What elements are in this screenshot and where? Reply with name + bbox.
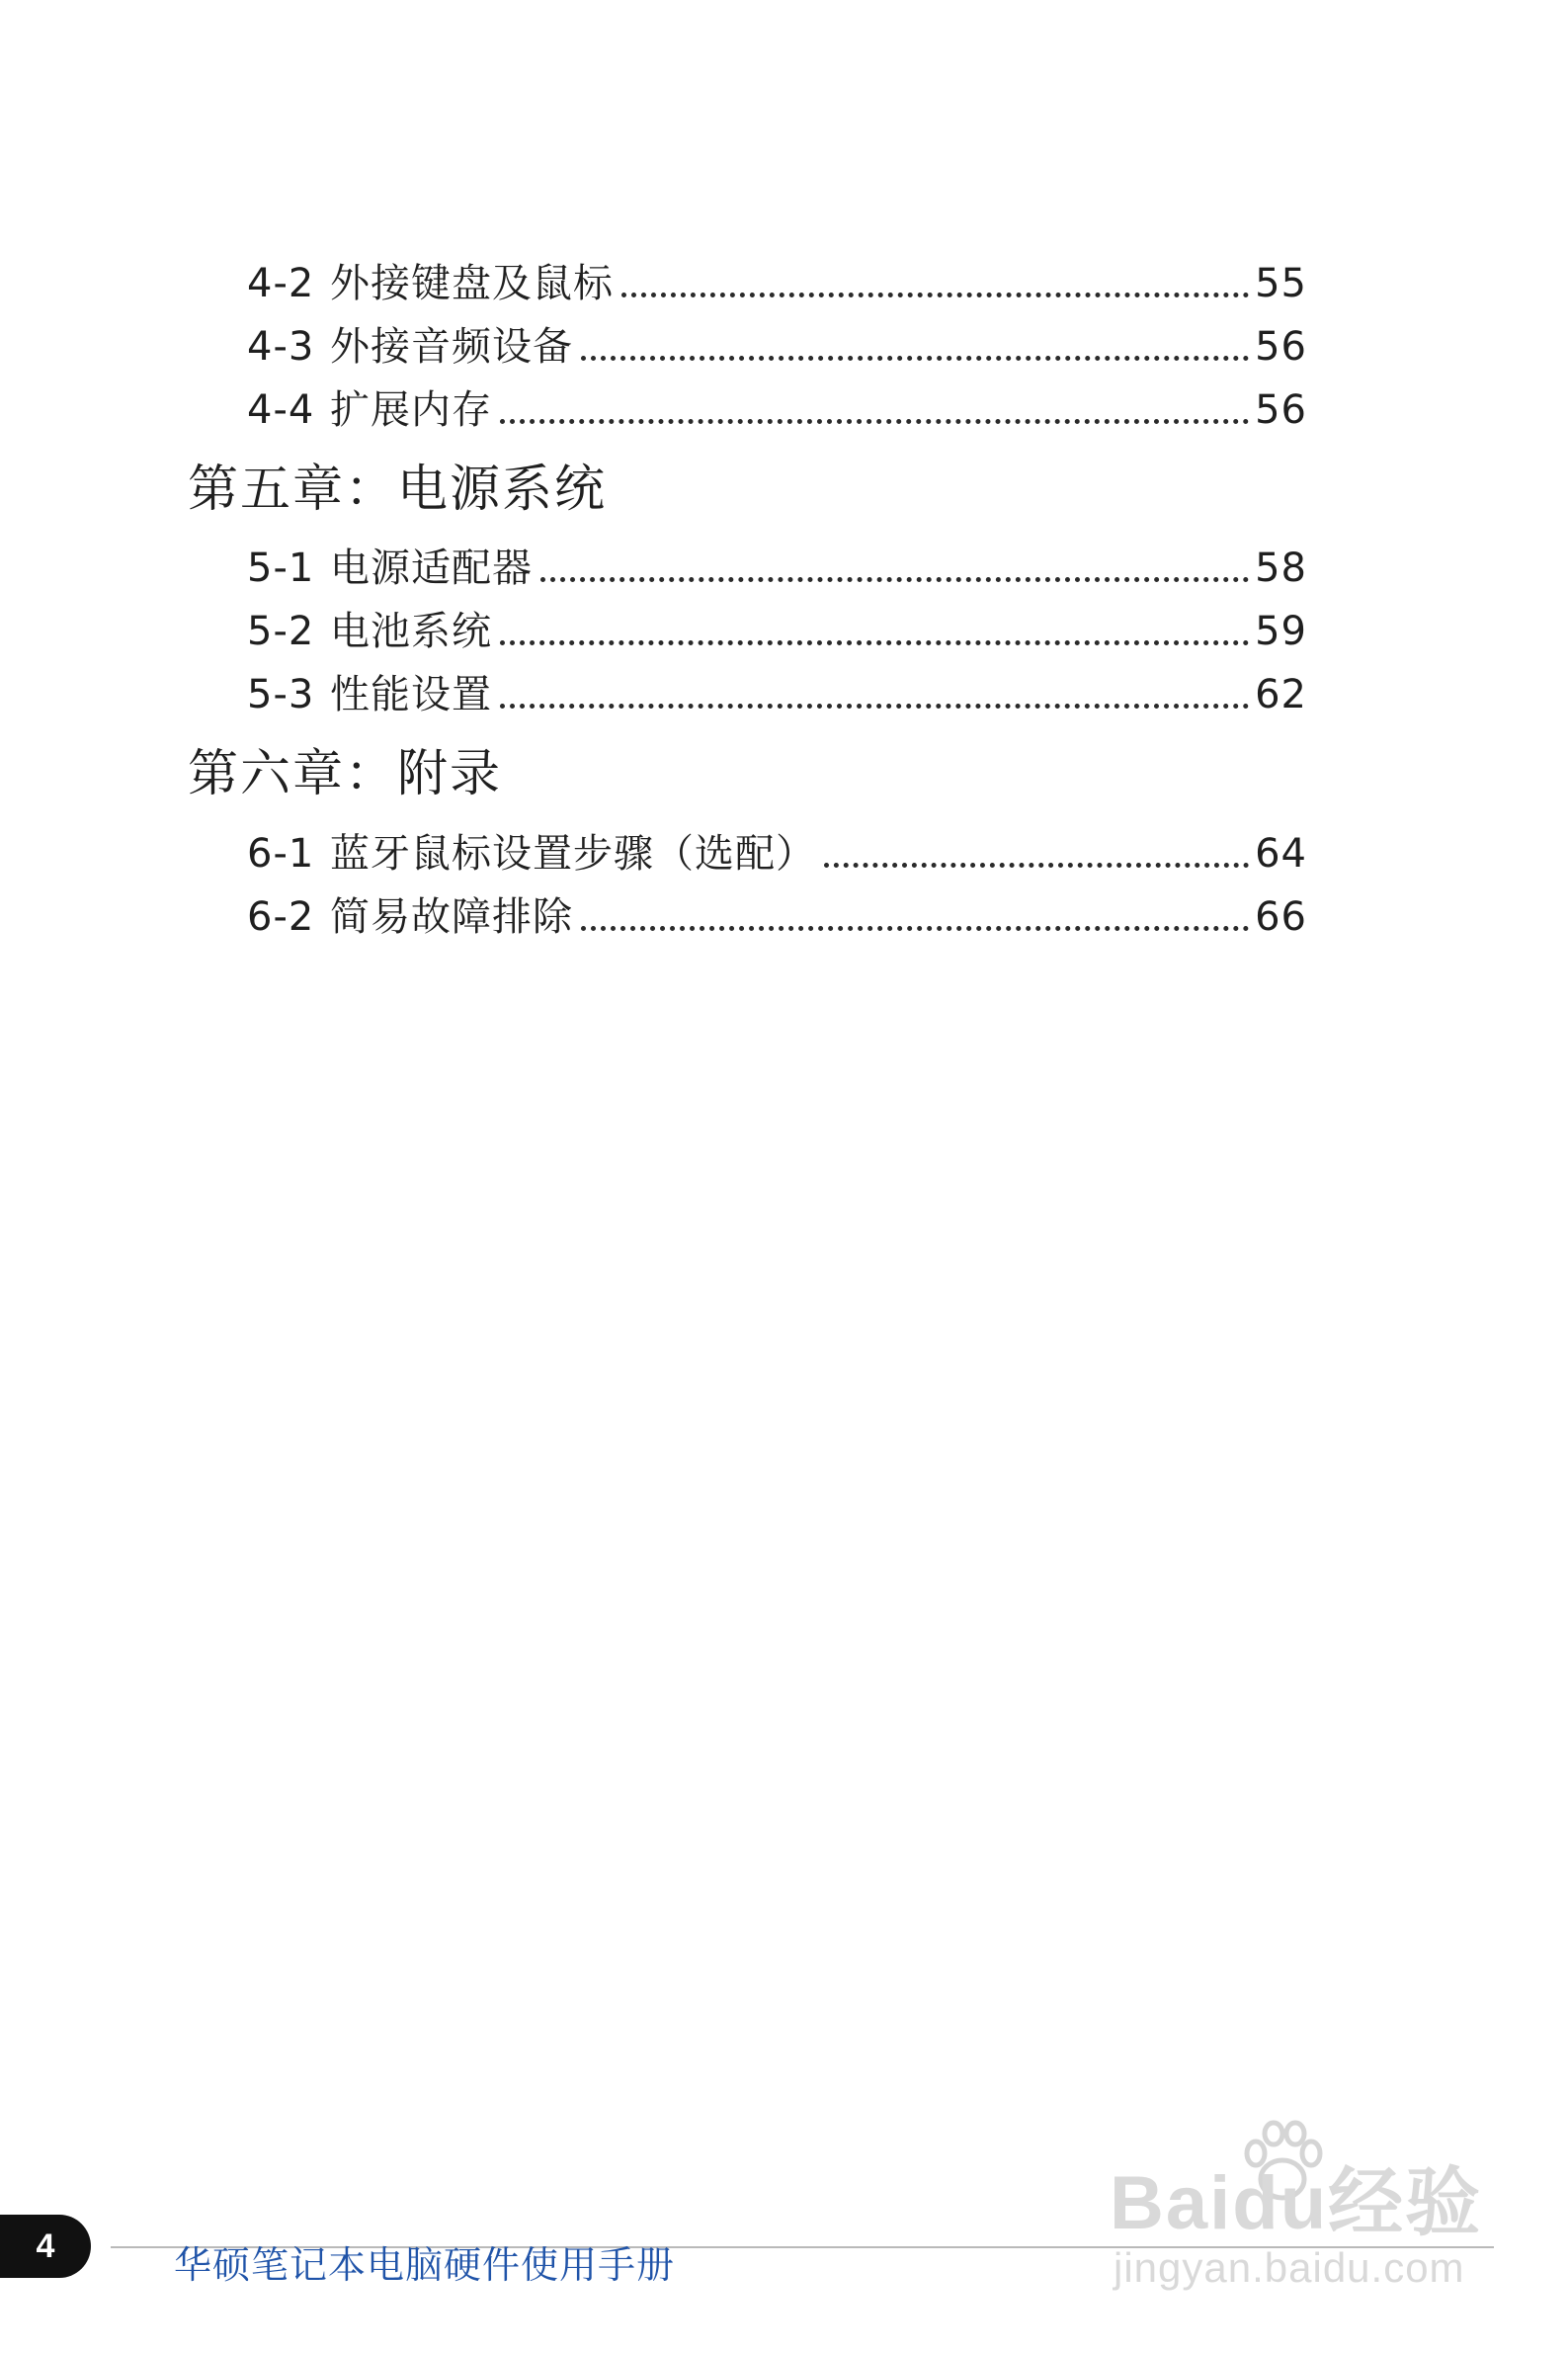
toc-entry-number: 4-3 <box>247 324 315 370</box>
toc-entry-title: 简易故障排除 <box>330 894 573 940</box>
toc-entry-4-2[interactable] <box>247 259 1307 308</box>
footer-book-title: 华硕笔记本电脑硬件使用手册 <box>174 2243 676 2287</box>
dot-leader <box>581 356 1249 361</box>
toc-entry-title: 外接音频设备 <box>330 324 573 370</box>
watermark-brand: Baidu经验 <box>1110 2161 1483 2245</box>
toc-entry-page: 66 <box>1255 894 1307 940</box>
table-of-contents <box>0 0 1568 988</box>
toc-entry-page: 64 <box>1255 831 1307 877</box>
chapter-heading-5[interactable]: 第五章：电源系统 <box>188 461 608 519</box>
toc-entry-4-4[interactable] <box>247 385 1307 435</box>
dot-leader <box>540 577 1249 582</box>
toc-entry-number: 5-1 <box>247 546 315 591</box>
toc-entry-number: 6-2 <box>247 894 315 940</box>
page-number-badge: 4 <box>0 2215 91 2278</box>
toc-entry-number: 6-1 <box>247 831 315 877</box>
toc-entry-page: 58 <box>1255 546 1307 591</box>
toc-entry-5-1[interactable] <box>247 544 1307 593</box>
toc-entry-title: 性能设置 <box>330 672 492 717</box>
toc-entry-5-3[interactable] <box>247 670 1307 719</box>
toc-entry-page: 59 <box>1255 609 1307 654</box>
toc-entry-6-2[interactable] <box>247 892 1307 942</box>
toc-entry-title: 电池系统 <box>330 609 492 654</box>
toc-entry-6-1[interactable] <box>247 829 1307 879</box>
chapter-heading-6[interactable]: 第六章：附录 <box>188 745 503 803</box>
toc-entry-page: 56 <box>1255 324 1307 370</box>
dot-leader <box>621 293 1249 297</box>
toc-entry-number: 4-2 <box>247 261 315 306</box>
dot-leader <box>500 704 1249 709</box>
toc-entry-number: 5-3 <box>247 672 315 717</box>
toc-entry-title: 外接键盘及鼠标 <box>330 261 614 306</box>
toc-entry-5-2[interactable] <box>247 607 1307 656</box>
toc-entry-page: 62 <box>1255 672 1307 717</box>
toc-entry-title: 扩展内存 <box>330 387 492 433</box>
toc-entry-page: 55 <box>1255 261 1307 306</box>
watermark-url: jingyan.baidu.com <box>1114 2244 1465 2291</box>
dot-leader <box>824 863 1249 868</box>
dot-leader <box>581 926 1249 931</box>
toc-entry-page: 56 <box>1255 387 1307 433</box>
toc-entry-title: 蓝牙鼠标设置步骤（选配） <box>330 831 816 877</box>
dot-leader <box>500 419 1249 424</box>
dot-leader <box>500 640 1249 645</box>
toc-entry-4-3[interactable] <box>247 322 1307 372</box>
toc-entry-title: 电源适配器 <box>330 546 533 591</box>
toc-entry-number: 5-2 <box>247 609 315 654</box>
toc-entry-number: 4-4 <box>247 387 315 433</box>
baidu-watermark <box>1110 2120 1483 2298</box>
